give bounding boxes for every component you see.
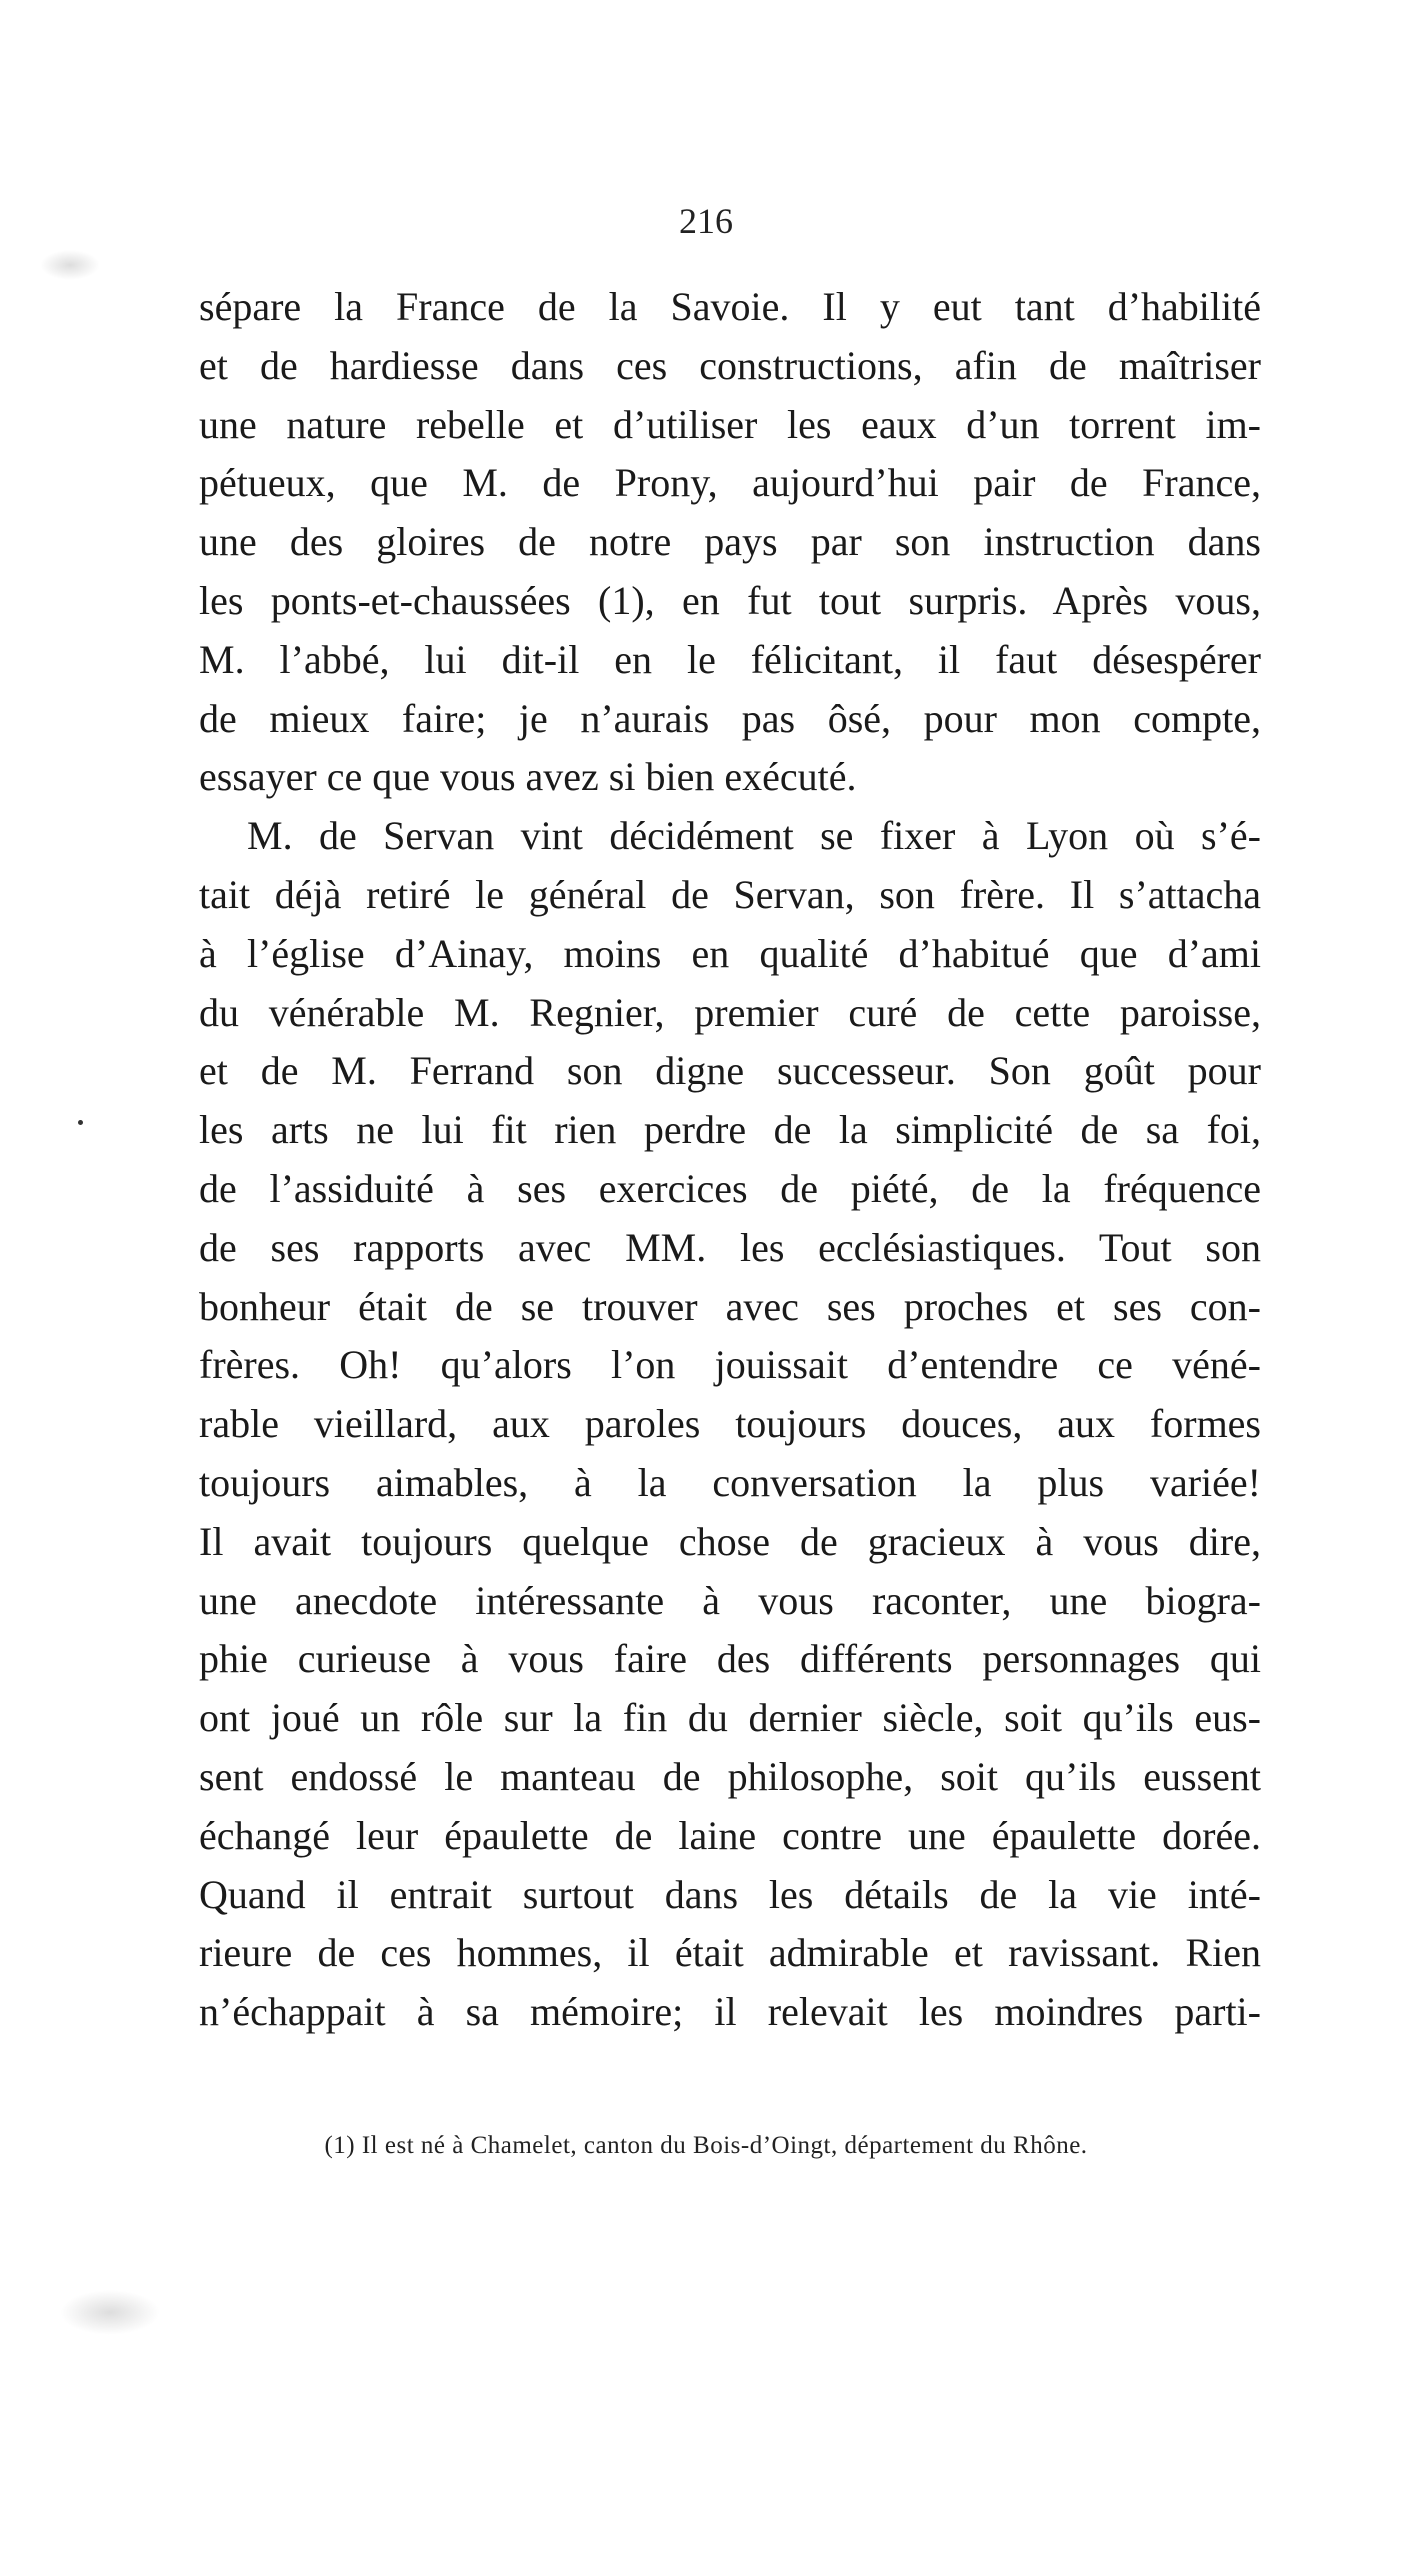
text-line: rable vieillard, aux paroles toujours douces, aux formes (199, 1401, 1261, 1447)
text-line: et de M. Ferrand son digne successeur. Son goût pour (199, 1048, 1261, 1094)
text-line: M. de Servan vint décidément se fixer à Lyon où s’é- (247, 813, 1261, 859)
text-line: frères. Oh! qu’alors l’on jouissait d’entendre ce véné- (199, 1342, 1261, 1388)
text-line: de ses rapports avec MM. les ecclésiastiques. Tout son (199, 1224, 1261, 1270)
text-line: bonheur était de se trouver avec ses proches et ses con- (199, 1283, 1261, 1329)
text-line: rieure de ces hommes, il était admirable et ravissant. Rien (199, 1930, 1261, 1976)
text-line: phie curieuse à vous faire des différents personnages qui (199, 1636, 1261, 1682)
text-line: échangé leur épaulette de laine contre une épaulette dorée. (199, 1812, 1261, 1858)
scan-smudge (60, 2290, 160, 2335)
footnote: (1) Il est né à Chamelet, canton du Bois-d’Oingt, département du Rhône. (324, 2132, 1088, 2159)
text-line: de l’assiduité à ses exercices de piété, de la fréquence (199, 1165, 1261, 1211)
text-line: Il avait toujours quelque chose de gracieux à vous dire, (199, 1518, 1261, 1564)
page-number: 216 (679, 201, 733, 241)
text-line: pétueux, que M. de Prony, aujourd’hui pair de France, (199, 460, 1261, 506)
text-line: une anecdote intéressante à vous raconter, une biogra- (199, 1577, 1261, 1623)
text-line: une nature rebelle et d’utiliser les eaux d’un torrent im- (199, 401, 1261, 447)
text-line: toujours aimables, à la conversation la plus variée! (199, 1459, 1261, 1505)
ink-speck (78, 1120, 83, 1125)
body-text (199, 278, 1261, 2042)
text-line: et de hardiesse dans ces constructions, afin de maîtriser (199, 342, 1261, 388)
text-line: du vénérable M. Regnier, premier curé de cette paroisse, (199, 989, 1261, 1035)
text-line: tait déjà retiré le général de Servan, son frère. Il s’attacha (199, 871, 1261, 917)
text-line: une des gloires de notre pays par son instruction dans (199, 519, 1261, 565)
text-line: à l’église d’Ainay, moins en qualité d’habitué que d’ami (199, 930, 1261, 976)
text-line: sent endossé le manteau de philosophe, soit qu’ils eussent (199, 1753, 1261, 1799)
text-line: essayer ce que vous avez si bien exécuté. (199, 754, 857, 800)
text-line: de mieux faire; je n’aurais pas ôsé, pour mon compte, (199, 695, 1261, 741)
text-line: les arts ne lui fit rien perdre de la simplicité de sa foi, (199, 1107, 1261, 1153)
text-line: les ponts-et-chaussées (1), en fut tout surpris. Après vous, (199, 577, 1261, 623)
text-line: Quand il entrait surtout dans les détails de la vie inté- (199, 1871, 1261, 1917)
text-line: ont joué un rôle sur la fin du dernier siècle, soit qu’ils eus- (199, 1695, 1261, 1741)
scan-smudge (40, 250, 100, 280)
text-line: M. l’abbé, lui dit-il en le félicitant, il faut désespérer (199, 636, 1261, 682)
text-line: n’échappait à sa mémoire; il relevait les moindres parti- (199, 1989, 1261, 2035)
text-line: sépare la France de la Savoie. Il y eut tant d’habilité (199, 284, 1261, 329)
